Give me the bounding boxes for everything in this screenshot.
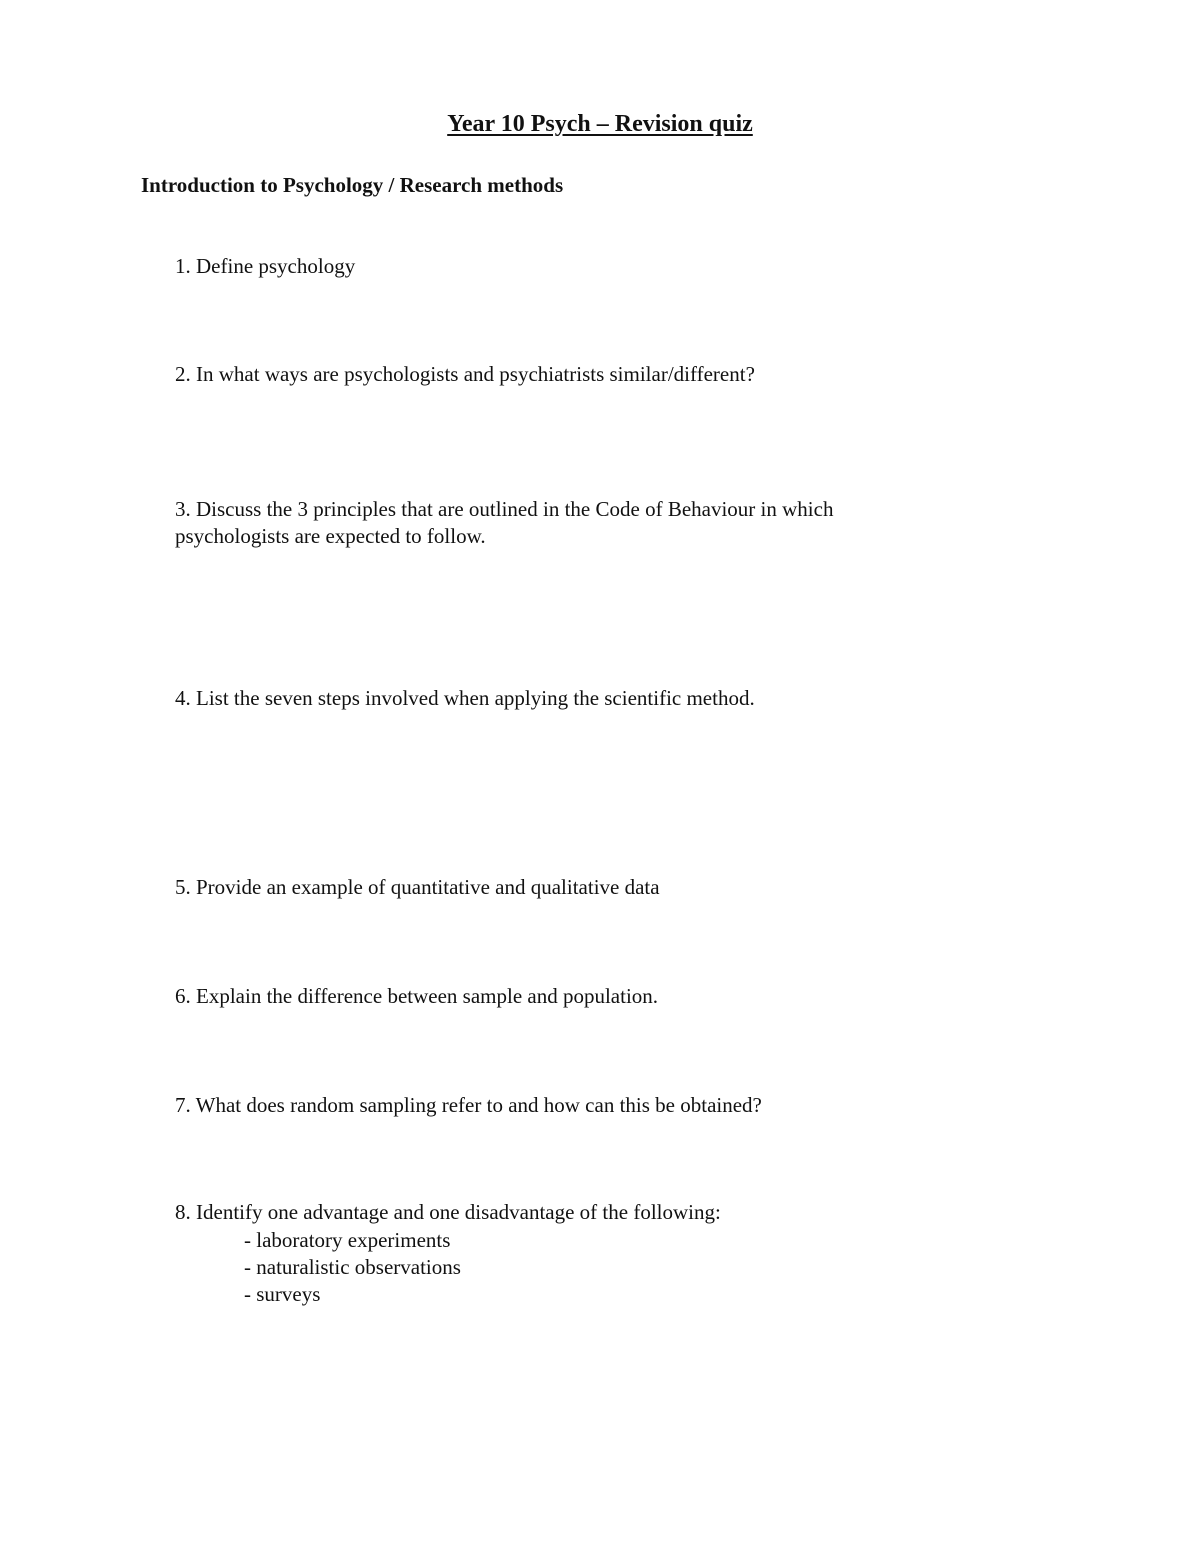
question-1: 1. Define psychology [175,254,356,278]
question-8-items [244,1227,461,1308]
question-5: 5. Provide an example of quantitative and qualitative data [175,875,660,899]
question-2: 2. In what ways are psychologists and psychiatrists similar/different? [175,362,755,386]
question-7: 7. What does random sampling refer to and how can this be obtained? [175,1093,762,1117]
section-heading: Introduction to Psychology / Research methods [141,173,564,197]
question-4: 4. List the seven steps involved when applying the scientific method. [175,686,755,710]
question-6: 6. Explain the difference between sample and population. [175,984,659,1008]
question-8: 8. Identify one advantage and one disadvantage of the following: [175,1200,721,1224]
list-item: - naturalistic observations [244,1255,461,1279]
question-3: 3. Discuss the 3 principles that are outlined in the Code of Behaviour in which psychologists are expected to follow. [175,497,834,548]
list-item: - surveys [244,1282,321,1306]
list-item: - laboratory experiments [244,1228,451,1252]
document-title: Year 10 Psych – Revision quiz [447,111,753,137]
